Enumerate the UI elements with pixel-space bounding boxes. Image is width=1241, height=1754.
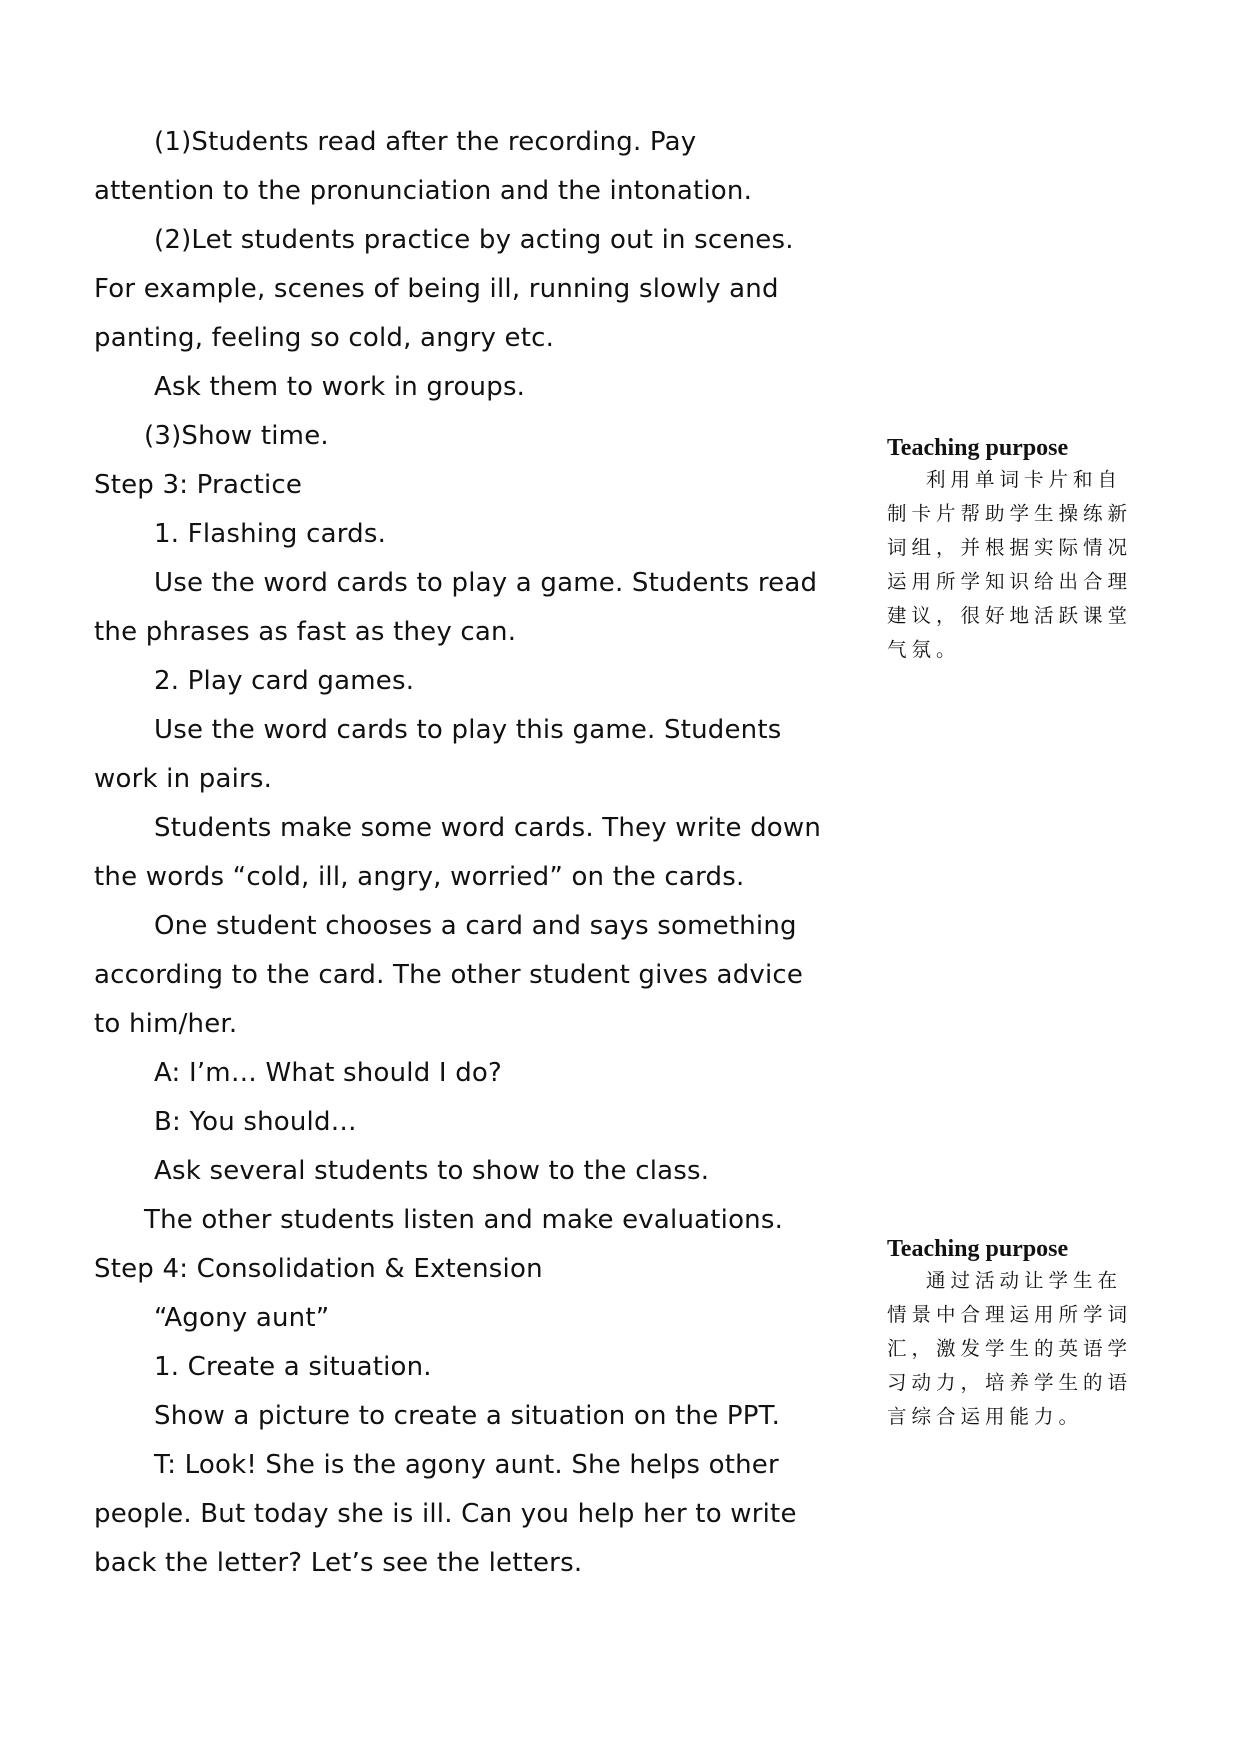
text-line: the words “cold, ill, angry, worried” on the cards. — [94, 862, 745, 892]
text-line: The other students listen and make evaluations. — [144, 1205, 784, 1235]
note-heading: Teaching purpose — [887, 435, 1069, 461]
text-line: 1. Flashing cards. — [154, 519, 387, 549]
text-line: according to the card. The other student gives advice — [94, 960, 804, 990]
teaching-purpose-note — [887, 433, 1145, 667]
teaching-purpose-note — [887, 1234, 1145, 1434]
text-line: For example, scenes of being ill, running slowly and — [94, 274, 779, 304]
text-line: panting, feeling so cold, angry etc. — [94, 323, 555, 353]
note-body: 通过活动让学生在情景中合理运用所学词汇，激发学生的英语学习动力，培养学生的语言综合运用能力。 — [887, 1269, 1133, 1428]
text-line: (2)Let students practice by acting out in scenes. — [154, 225, 794, 255]
text-line: back the letter? Let’s see the letters. — [94, 1548, 583, 1578]
dialogue-line: B: You should… — [154, 1107, 357, 1137]
text-line: 2. Play card games. — [154, 666, 415, 696]
text-line: the phrases as fast as they can. — [94, 617, 517, 647]
text-line: people. But today she is ill. Can you help her to write — [94, 1499, 797, 1529]
text-line: to him/her. — [94, 1009, 238, 1039]
lesson-plan-text — [94, 118, 834, 1588]
text-line: (3)Show time. — [144, 421, 329, 451]
text-line: (1)Students read after the recording. Pay — [154, 127, 697, 157]
text-line: Use the word cards to play a game. Students read — [154, 568, 818, 598]
note-body: 利用单词卡片和自制卡片帮助学生操练新词组，并根据实际情况运用所学知识给出合理建议，很好地活跃课堂气氛。 — [887, 468, 1133, 661]
text-line: T: Look! She is the agony aunt. She helps other — [154, 1450, 779, 1480]
text-line: Show a picture to create a situation on the PPT. — [154, 1401, 781, 1431]
text-line: Use the word cards to play this game. Students — [154, 715, 782, 745]
text-line: 1. Create a situation. — [154, 1352, 432, 1382]
step-heading: Step 4: Consolidation & Extension — [94, 1254, 543, 1284]
text-line: Ask several students to show to the class. — [154, 1156, 710, 1186]
text-line: attention to the pronunciation and the intonation. — [94, 176, 753, 206]
text-line: Students make some word cards. They write down — [154, 813, 822, 843]
dialogue-line: A: I’m… What should I do? — [154, 1058, 503, 1088]
text-line: One student chooses a card and says something — [154, 911, 797, 941]
text-line: Ask them to work in groups. — [154, 372, 526, 402]
text-line: “Agony aunt” — [154, 1303, 330, 1333]
text-line: work in pairs. — [94, 764, 273, 794]
step-heading: Step 3: Practice — [94, 470, 303, 500]
note-heading: Teaching purpose — [887, 1236, 1069, 1262]
